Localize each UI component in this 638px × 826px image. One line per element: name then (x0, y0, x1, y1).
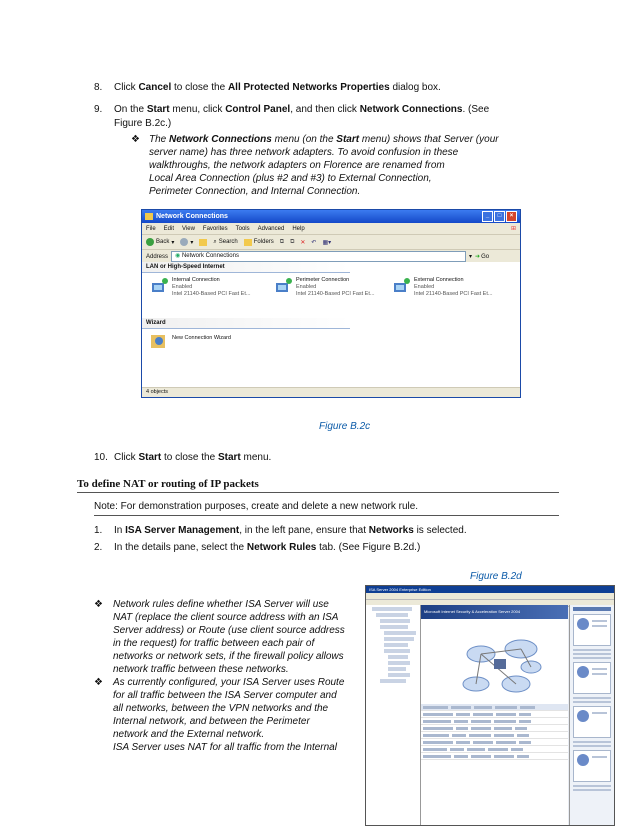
close-button[interactable]: × (506, 211, 517, 222)
section-heading: To define NAT or routing of IP packets (77, 478, 259, 490)
minimize-button[interactable]: _ (482, 211, 493, 222)
move-to-button[interactable]: ⧉ (279, 238, 285, 245)
window-titlebar: Network Connections _ □ × (142, 210, 520, 223)
folders-icon (244, 239, 252, 246)
isa-tasks-pane (569, 605, 614, 825)
network-connections-note: The Network Connections menu (on the Start menu) shows that Server (your server name) has three network adapters. To avoid confusion in these walkthroughs, the network adapters on Florence are renamed from Local Area Connection (plus #2 and #3) to External Connection, Perimeter Connection, and Internal Connection. (149, 134, 499, 197)
delete-button[interactable]: ✕ (300, 239, 306, 246)
current-config-bullet: As currently configured, your ISA Server uses Route for all traffic between the ISA Server computer and all networks, between the VPN networks and the Internal network, and between the Perimeter network and the External network. ISA Server uses NAT for all traffic from the Internal (113, 677, 345, 753)
rules-grid (421, 704, 568, 760)
views-button[interactable]: ▦▾ (322, 239, 332, 246)
menu-edit[interactable]: Edit (163, 225, 175, 232)
menu-favorites[interactable]: Favorites (202, 225, 228, 232)
step-2: 2. In the details pane, select the Network Rules tab. (See Figure B.2d.) (94, 542, 421, 553)
note-rule (94, 515, 559, 516)
folder-icon (145, 213, 153, 220)
figure-caption-b2c: Figure B.2c (319, 421, 371, 432)
isa-server-screenshot (365, 585, 615, 826)
menu-help[interactable]: Help (292, 225, 305, 232)
menu-view[interactable]: View (182, 225, 195, 232)
network-adapter-icon (274, 277, 292, 295)
group-lan-header: LAN or High-Speed Internet (142, 262, 350, 273)
bullet-glyph: ❖ (94, 599, 103, 610)
copy-to-button[interactable]: ⧉ (290, 238, 295, 245)
dialog-term: All Protected Networks Properties (227, 82, 390, 93)
up-folder-icon (199, 239, 207, 246)
menu-advanced[interactable]: Advanced (257, 225, 285, 232)
back-arrow-icon (146, 238, 154, 246)
isa-details-pane (421, 605, 568, 825)
status-bar: 4 objects (142, 387, 520, 397)
address-input[interactable]: ◉ Network Connections (171, 251, 466, 262)
network-topology-icon (421, 619, 568, 704)
network-diagram (421, 619, 568, 704)
cancel-term: Cancel (138, 82, 172, 93)
perimeter-connection-item[interactable]: Perimeter Connection Enabled Intel 21140-Based PCI Fast Et... (274, 277, 374, 298)
search-button[interactable]: ⌕ Search (213, 238, 238, 245)
menu-tools[interactable]: Tools (235, 225, 250, 232)
isa-banner: Microsoft Internet Security & Acceleration Server 2004 (421, 605, 568, 619)
isa-menu-bar (366, 593, 614, 600)
figure-caption-b2d: Figure B.2d (470, 571, 522, 582)
forward-button[interactable]: ▾ (180, 238, 193, 246)
toolbar (142, 235, 520, 250)
external-connection-item[interactable]: External Connection Enabled Intel 21140-Based PCI Fast Et... (392, 277, 492, 298)
network-adapter-icon (392, 277, 410, 295)
wizard-icon (150, 332, 168, 350)
network-rules-bullet: Network rules define whether ISA Server will use NAT (replace the client source address with an ISA Server address) or Route (use client source address in the request) for traffic between each pair of networks or network sets, if the firewall policy allows network traffic between these networks. (113, 599, 345, 675)
step-10: 10. Click Start to close the Start menu. (94, 452, 272, 463)
new-connection-wizard-item[interactable]: New Connection Wizard (150, 332, 231, 350)
go-arrow-icon: ➜ (475, 254, 481, 260)
windows-logo-icon: ⊞ (510, 226, 516, 232)
isa-tree-pane (366, 605, 421, 825)
maximize-button[interactable]: □ (494, 211, 505, 222)
step-9: 9. On the Start menu, click Control Panel, and then click Network Connections. (See (94, 104, 490, 115)
undo-button[interactable]: ↶ (311, 239, 317, 246)
bullet-glyph: ❖ (131, 134, 140, 145)
group-wizard-header: Wizard (142, 318, 350, 329)
address-dropdown[interactable]: ▾ (469, 254, 473, 260)
step-9-line2: Figure B.2c.) (114, 118, 172, 129)
step-8: 8. Click Cancel to close the All Protected Networks Properties dialog box. (94, 82, 441, 93)
up-folder-button[interactable] (199, 239, 207, 246)
isa-titlebar: ISA Server 2004 Enterprise Edition (366, 586, 614, 593)
step-1: 1. In ISA Server Management, in the left pane, ensure that Networks is selected. (94, 525, 467, 536)
internal-connection-item[interactable]: Internal Connection Enabled Intel 21140-Based PCI Fast Et... (150, 277, 250, 298)
menu-file[interactable]: File (146, 225, 156, 232)
menu-bar (142, 223, 520, 235)
heading-rule (77, 492, 559, 493)
network-adapter-icon (150, 277, 168, 295)
bullet-glyph: ❖ (94, 677, 103, 688)
content-area (142, 262, 520, 388)
network-folder-icon: ◉ (175, 253, 181, 259)
go-button[interactable]: ➜ Go (475, 253, 490, 260)
folders-button[interactable]: Folders (244, 239, 274, 246)
note-text: Note: For demonstration purposes, create and delete a new network rule. (94, 501, 419, 512)
address-bar: Address ◉ Network Connections ▾ ➜ Go (142, 250, 520, 264)
forward-arrow-icon (180, 238, 188, 246)
back-button[interactable]: Back ▾ (146, 238, 174, 246)
search-icon: ⌕ (213, 238, 217, 245)
network-connections-window (141, 209, 521, 398)
